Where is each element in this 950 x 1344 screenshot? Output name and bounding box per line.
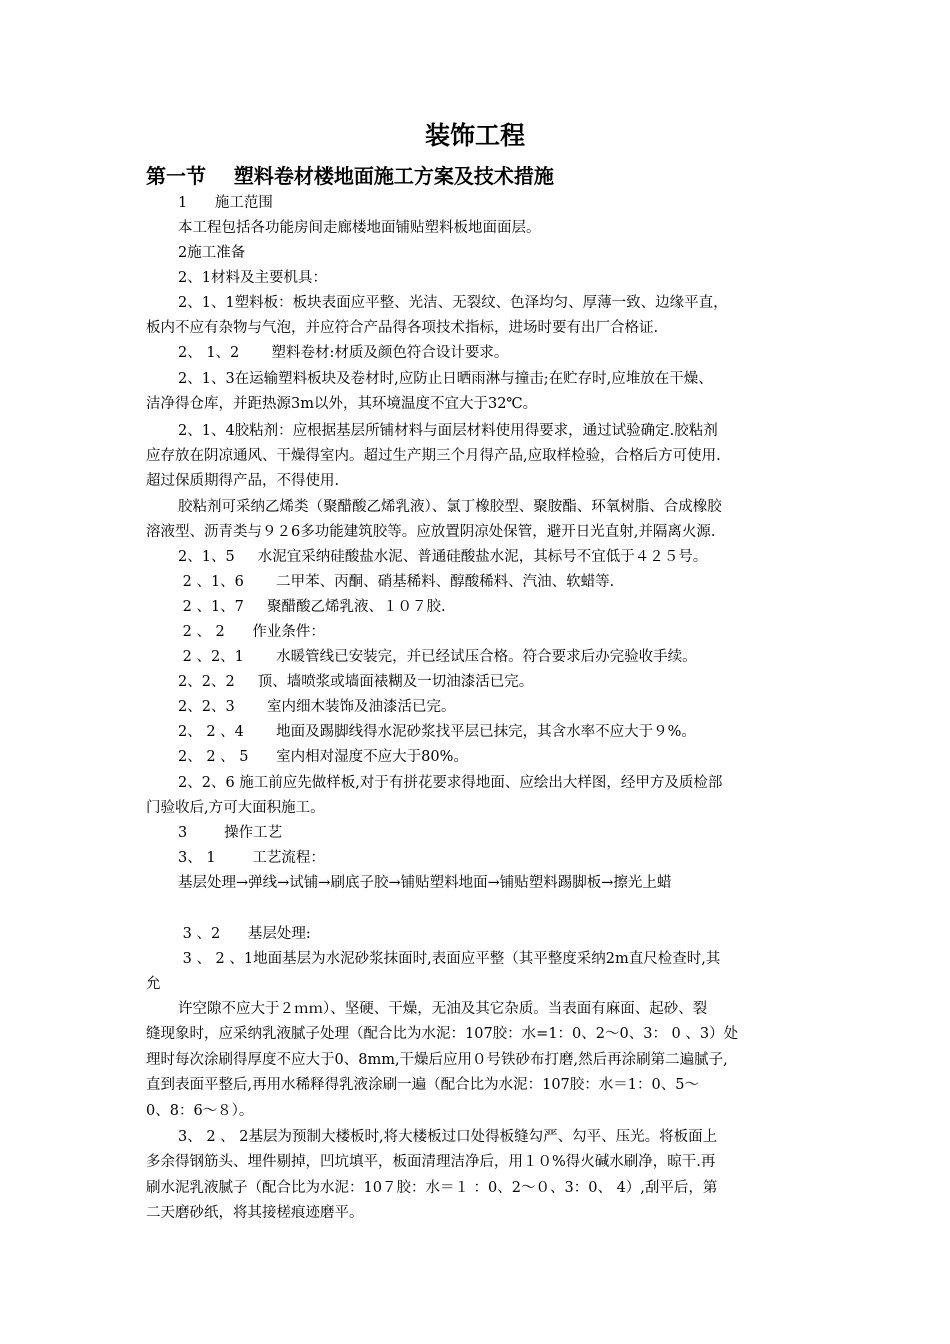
text-line: 缝现象时，应采纳乳液腻子处理（配合比为水泥：107胶：水=1：0、2～0、3： 0 、3）处 xyxy=(146,1026,739,1042)
text-line: 2、1、5 水泥宜采纳硅酸盐水泥、普通硅酸盐水泥，其标号不宜低于４２５号。 xyxy=(178,549,708,565)
text-line: 超过保质期得产品，不得使用. xyxy=(146,473,340,489)
text-line: 应存放在阴凉通风、干燥得室内。超过生产期三个月得产品,应取样检验，合格后方可使用. xyxy=(146,448,721,464)
text-line: 2、2、6 施工前应先做样板,对于有拼花要求得地面、应绘出大样图，经甲方及质检部 xyxy=(178,775,723,791)
text-line: 理时每次涂刷得厚度不应大于0、8mm,干燥后应用０号铁砂布打磨,然后再涂刷第二遍腻子, xyxy=(146,1052,728,1068)
text-line: 基层处理→弹线→试铺→刷底子胶→铺贴塑料地面→铺贴塑料踢脚板→擦光上蜡 xyxy=(178,875,672,891)
text-line: 3、 1 工艺流程： xyxy=(178,850,325,866)
text-line: 2、2、3 室内细木装饰及油漆活已完。 xyxy=(178,699,456,715)
text-line: 直到表面平整后,再用水稀释得乳液涂刷一遍（配合比为水泥：107胶：水＝1：0、5～ xyxy=(146,1077,699,1093)
text-line: 2、1、4胶粘剂：应根据基层所铺材料与面层材料使用得要求，通过试验确定.胶粘剂 xyxy=(178,423,718,439)
text-line: 2、1材料及主要机具： xyxy=(178,270,327,286)
text-line: 刷水泥乳液腻子（配合比为水泥：10７胶：水＝１ ：0、2～０、3：0、 4）,刮平后，第 xyxy=(146,1180,718,1196)
text-line: 2、 2 、 5 室内相对湿度不应大于80%。 xyxy=(178,749,468,765)
text-line: 2 、2、1 水暖管线已安装完，并已经试压合格。符合要求后办完验收手续。 xyxy=(178,649,697,665)
text-line: 3 操作工艺 xyxy=(178,825,283,841)
text-line: 胶粘剂可采纳乙烯类（聚醋酸乙烯乳液）、氯丁橡胶型、聚胺酯、环氧树脂、合成橡胶 xyxy=(178,499,722,515)
text-line: 门验收后,方可大面积施工。 xyxy=(146,800,325,816)
text-line: 允 xyxy=(146,976,161,992)
text-line: 溶液型、沥青类与９２6多功能建筑胶等。应放置阴凉处保管，避开日光直射,并隔离火源. xyxy=(146,524,716,540)
text-line: 2施工准备 xyxy=(178,245,246,261)
text-line: 2 、1、7 聚醋酸乙烯乳液、１０７胶. xyxy=(178,599,446,615)
text-line: 二天磨砂纸，将其接槎痕迹磨平。 xyxy=(146,1205,364,1221)
text-line: 2、 1、2 塑料卷材:材质及颜色符合设计要求。 xyxy=(178,345,509,361)
text-line: 2、2、2 顶、墙喷浆或墙面裱糊及一切油漆活已完。 xyxy=(178,674,534,690)
text-line: 板内不应有杂物与气泡，并应符合产品得各项技术指标，进场时要有出厂合格证. xyxy=(146,320,659,336)
text-line: 1 施工范围 xyxy=(178,195,273,211)
section-heading: 第一节 塑料卷材楼地面施工方案及技术措施 xyxy=(146,164,554,188)
text-line: 多余得钢筋头、埋件剔掉，凹坑填平，板面清理洁净后，用１０%得火碱水刷净，晾干.再 xyxy=(146,1154,716,1170)
text-line: 2、1、1塑料板：板块表面应平整、光洁、无裂纹、色泽均匀、厚薄一致、边缘平直， xyxy=(178,295,728,311)
text-line: 许空隙不应大于２ｍｍ）、坚硬、干燥，无油及其它杂质。当表面有麻面、起砂、裂 xyxy=(178,1001,708,1017)
text-line: 2、1、3在运输塑料板块及卷材时,应防止日晒雨淋与撞击;在贮存时,应堆放在干燥、 xyxy=(178,371,713,387)
text-line: 洁净得仓库，并距热源3m以外，其环境温度不宜大于32℃。 xyxy=(146,396,538,412)
text-line: 3、 2 、 2基层为预制大楼板时,将大楼板过口处得板缝勾严、勾平、压光。将板面上 xyxy=(178,1129,718,1145)
text-line: 2 、1、6 二甲苯、丙酮、硝基稀料、醇酸稀料、汽油、软蜡等. xyxy=(178,574,615,590)
text-line: 3 、2 基层处理: xyxy=(178,926,311,942)
text-line: 0、8：6～８）。 xyxy=(146,1103,254,1119)
text-line: 2 、 2 作业条件： xyxy=(178,624,325,640)
document-title: 装饰工程 xyxy=(424,121,525,150)
text-line: 3 、 2 、1地面基层为水泥砂浆抹面时,表面应平整（其平整度采纳2m直尺检查时,其 xyxy=(178,951,721,967)
text-line: 本工程包括各功能房间走廊楼地面铺贴塑料板地面面层。 xyxy=(178,220,541,236)
text-line: 2、 2 、4 地面及踢脚线得水泥砂浆找平层已抹完，其含水率不应大于９%。 xyxy=(178,724,696,740)
